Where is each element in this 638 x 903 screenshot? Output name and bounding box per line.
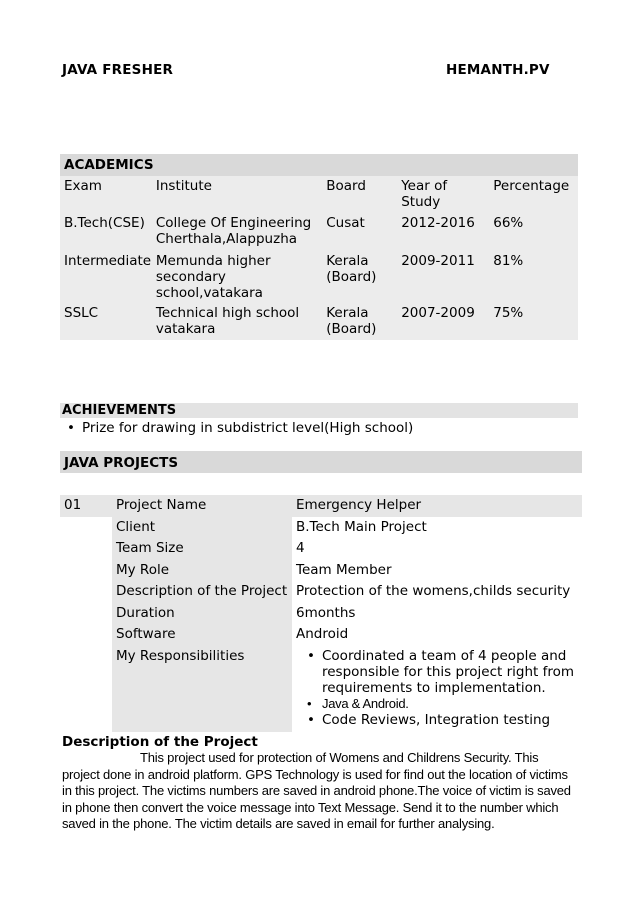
empty-cell bbox=[60, 581, 112, 603]
list-item: • Coordinated a team of 4 people and responsible for this project right from requirements to implementation. bbox=[302, 648, 582, 696]
description-title: Description of the Project bbox=[62, 734, 258, 750]
academics-section-header bbox=[60, 154, 578, 176]
achievements-list bbox=[62, 420, 572, 436]
description-paragraph: This project used for protection of Womens and Childrens Security. This project done in android platform. GPS Technology is used for find out the location of victims in this project. The victims numbers are saved in android phone.The voice of victim is saved in phone then convert the voice message into Text Message. Send it to the number which saved in the phone. The victim details are saved in email for further analysing. bbox=[62, 750, 571, 831]
field-value: 6months bbox=[296, 604, 356, 621]
empty-cell bbox=[60, 517, 112, 539]
field-label: My Responsibilities bbox=[112, 646, 292, 732]
cell: 75% bbox=[493, 305, 524, 321]
field-label: Team Size bbox=[112, 538, 292, 560]
project-number: 01 bbox=[60, 495, 112, 517]
col-year: Year of Study bbox=[401, 178, 448, 210]
project-table bbox=[60, 495, 582, 732]
empty-cell bbox=[60, 603, 112, 625]
responsibilities-list bbox=[302, 648, 582, 728]
col-board: Board bbox=[326, 178, 366, 194]
field-label: Description of the Project bbox=[112, 581, 292, 603]
cell: 81% bbox=[493, 253, 524, 269]
field-label: Duration bbox=[112, 603, 292, 625]
table-row bbox=[60, 603, 582, 625]
field-value: Emergency Helper bbox=[292, 495, 582, 517]
table-row bbox=[60, 517, 582, 539]
academics-header-row bbox=[60, 176, 578, 213]
cell: 2012-2016 bbox=[401, 215, 475, 231]
table-row bbox=[60, 495, 582, 517]
resume-role-title: JAVA FRESHER bbox=[62, 62, 174, 78]
field-value: Protection of the womens,childs security bbox=[296, 583, 571, 599]
field-value: 4 bbox=[296, 540, 305, 556]
academics-table bbox=[60, 176, 578, 340]
achievements-section-header bbox=[60, 403, 578, 418]
table-row bbox=[60, 560, 582, 582]
cell: Cusat bbox=[326, 215, 365, 231]
table-row bbox=[60, 213, 578, 251]
field-label: Software bbox=[112, 624, 292, 646]
cell: Technical high school vatakara bbox=[155, 305, 300, 337]
cell: Kerala (Board) bbox=[326, 305, 377, 337]
cell: 2007-2009 bbox=[401, 305, 475, 321]
empty-cell bbox=[60, 624, 112, 646]
table-row bbox=[60, 581, 582, 603]
field-value: Team Member bbox=[296, 561, 392, 578]
list-item: • Code Reviews, Integration testing bbox=[302, 712, 582, 728]
empty-cell bbox=[60, 560, 112, 582]
achievements-title: ACHIEVEMENTS bbox=[62, 403, 177, 418]
list-item: • Prize for drawing in subdistrict level(High school) bbox=[62, 420, 572, 436]
empty-cell bbox=[60, 646, 112, 732]
col-percentage: Percentage bbox=[493, 178, 570, 194]
cell: Kerala (Board) bbox=[326, 253, 377, 285]
table-row bbox=[60, 303, 578, 340]
responsibilities-cell bbox=[292, 646, 582, 732]
cell: B.Tech(CSE) bbox=[64, 215, 145, 231]
academics-title: ACADEMICS bbox=[64, 157, 154, 173]
table-row bbox=[60, 624, 582, 646]
field-label: Client bbox=[112, 517, 292, 539]
table-row bbox=[60, 646, 582, 732]
field-label: My Role bbox=[112, 560, 292, 582]
candidate-name: HEMANTH.PV bbox=[446, 62, 550, 78]
cell: SSLC bbox=[64, 305, 99, 321]
field-value: Android bbox=[296, 626, 349, 642]
cell: Intermediate bbox=[64, 253, 152, 269]
table-row bbox=[60, 251, 578, 303]
cell: 66% bbox=[493, 215, 524, 231]
list-item: • Java & Android. bbox=[302, 696, 582, 712]
field-value: B.Tech Main Project bbox=[296, 518, 427, 535]
empty-cell bbox=[60, 538, 112, 560]
projects-title: JAVA PROJECTS bbox=[64, 455, 179, 471]
table-row bbox=[60, 538, 582, 560]
projects-section-header bbox=[60, 451, 582, 473]
field-label: Project Name bbox=[112, 495, 292, 517]
cell: Memunda higher secondary school,vatakara bbox=[155, 253, 271, 301]
cell: College Of Engineering Cherthala,Alappuzha bbox=[155, 215, 312, 247]
col-exam: Exam bbox=[64, 178, 102, 194]
cell: 2009-2011 bbox=[401, 253, 475, 269]
col-institute: Institute bbox=[155, 178, 212, 194]
